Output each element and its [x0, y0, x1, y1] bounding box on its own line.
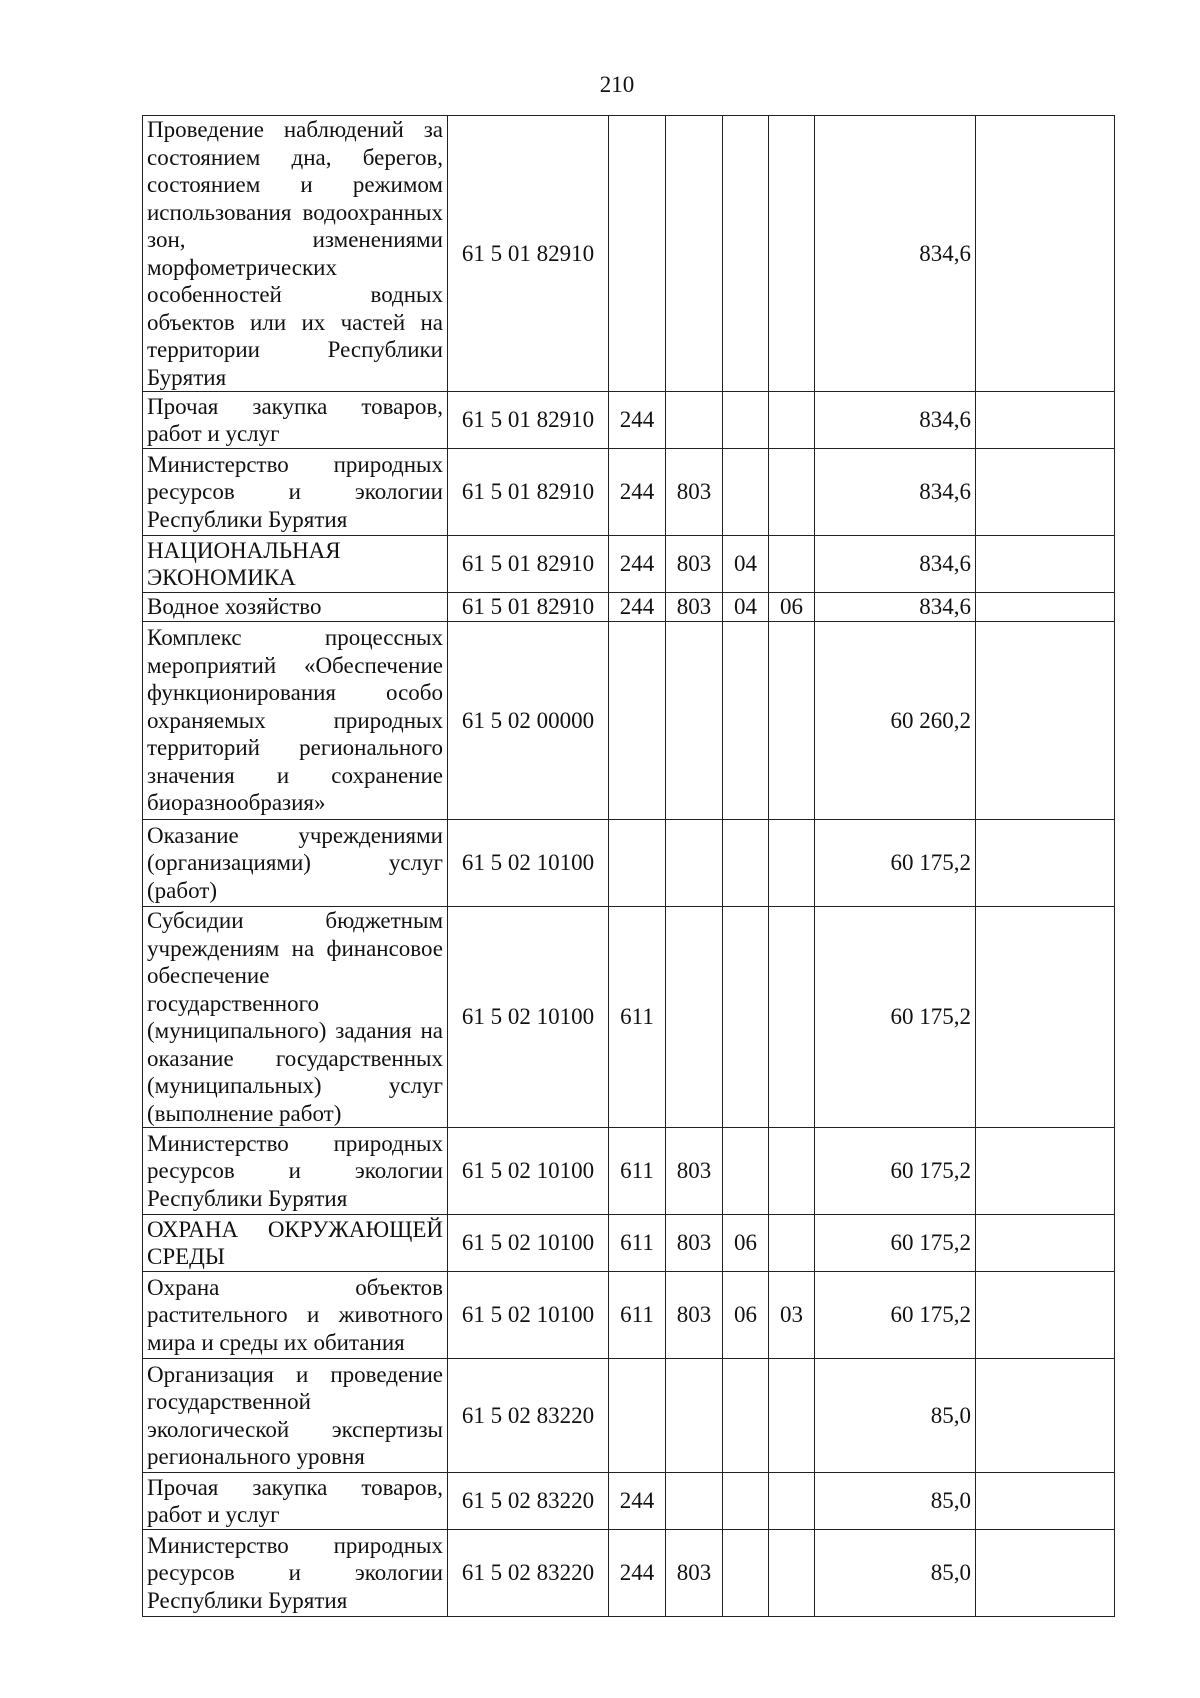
row-administrator-code: 803 [666, 593, 723, 622]
row-name: Водное хозяйство [143, 593, 448, 622]
row-name: Министерство природных ресурсов и экологии Республики Бурятия [143, 1128, 448, 1215]
row-subsection-code: 06 [769, 593, 815, 622]
row-section-code [723, 820, 769, 907]
row-expense-type-code: 244 [609, 536, 666, 593]
row-section-code [723, 622, 769, 820]
row-expense-type-code [609, 820, 666, 907]
row-extra-cell [976, 392, 1115, 449]
row-section-code: 06 [723, 1272, 769, 1359]
row-extra-cell [976, 907, 1115, 1128]
row-section-code [723, 907, 769, 1128]
table-row [143, 622, 1115, 820]
row-target-article-code: 61 5 02 10100 [448, 820, 609, 907]
row-subsection-code [769, 1215, 815, 1272]
row-amount: 834,6 [815, 593, 976, 622]
row-section-code [723, 116, 769, 392]
row-administrator-code [666, 1473, 723, 1530]
row-name: Организация и проведение государственной экологической экспертизы регионального уровня [143, 1359, 448, 1473]
row-amount: 60 175,2 [815, 1215, 976, 1272]
page-number: 210 [599, 72, 635, 97]
row-target-article-code: 61 5 02 10100 [448, 1272, 609, 1359]
row-amount: 60 175,2 [815, 907, 976, 1128]
row-name: Прочая закупка товаров, работ и услуг [143, 1473, 448, 1530]
row-target-article-code: 61 5 01 82910 [448, 536, 609, 593]
row-target-article-code: 61 5 02 10100 [448, 907, 609, 1128]
row-administrator-code: 803 [666, 1272, 723, 1359]
row-name: Субсидии бюджетным учреждениям на финансовое обеспечение государственного (муниципального) задания на оказание государственных (муниципальных) услуг (выполнение работ) [143, 907, 448, 1128]
row-subsection-code [769, 449, 815, 536]
row-subsection-code [769, 392, 815, 449]
row-amount: 85,0 [815, 1359, 976, 1473]
row-administrator-code: 803 [666, 449, 723, 536]
row-expense-type-code: 244 [609, 593, 666, 622]
table-row [143, 907, 1115, 1128]
row-extra-cell [976, 1530, 1115, 1617]
row-target-article-code: 61 5 02 10100 [448, 1215, 609, 1272]
table-row [143, 536, 1115, 593]
row-target-article-code: 61 5 01 82910 [448, 449, 609, 536]
row-amount: 834,6 [815, 392, 976, 449]
row-administrator-code: 803 [666, 536, 723, 593]
row-amount: 60 260,2 [815, 622, 976, 820]
row-target-article-code: 61 5 02 00000 [448, 622, 609, 820]
row-section-code: 04 [723, 536, 769, 593]
row-name: Проведение наблюдений за состоянием дна, берегов, состоянием и режимом использования водоохранных зон, изменениями морфометрических особенностей водных объектов или их частей на территории Республики Бурятия [143, 116, 448, 392]
row-expense-type-code [609, 622, 666, 820]
row-target-article-code: 61 5 02 10100 [448, 1128, 609, 1215]
row-target-article-code: 61 5 02 83220 [448, 1359, 609, 1473]
row-target-article-code: 61 5 01 82910 [448, 116, 609, 392]
row-amount: 60 175,2 [815, 820, 976, 907]
row-section-code: 06 [723, 1215, 769, 1272]
row-amount: 60 175,2 [815, 1272, 976, 1359]
row-name: Прочая закупка товаров, работ и услуг [143, 392, 448, 449]
row-extra-cell [976, 1128, 1115, 1215]
row-administrator-code: 803 [666, 1530, 723, 1617]
table-row [143, 593, 1115, 622]
row-subsection-code [769, 536, 815, 593]
row-target-article-code: 61 5 02 83220 [448, 1530, 609, 1617]
row-name: Министерство природных ресурсов и экологии Республики Бурятия [143, 1530, 448, 1617]
row-expense-type-code: 244 [609, 449, 666, 536]
table-row [143, 1215, 1115, 1272]
row-amount: 834,6 [815, 449, 976, 536]
row-name: Комплекс процессных мероприятий «Обеспечение функционирования особо охраняемых природных территорий регионального значения и сохранение биоразнообразия» [143, 622, 448, 820]
row-administrator-code: 803 [666, 1215, 723, 1272]
row-extra-cell [976, 116, 1115, 392]
row-subsection-code [769, 1128, 815, 1215]
row-expense-type-code: 611 [609, 1215, 666, 1272]
row-subsection-code: 03 [769, 1272, 815, 1359]
row-subsection-code [769, 1359, 815, 1473]
row-extra-cell [976, 1272, 1115, 1359]
row-name: ОХРАНА ОКРУЖАЮЩЕЙ СРЕДЫ [143, 1215, 448, 1272]
row-amount: 85,0 [815, 1530, 976, 1617]
row-extra-cell [976, 820, 1115, 907]
row-subsection-code [769, 622, 815, 820]
row-name: Оказание учреждениями (организациями) услуг (работ) [143, 820, 448, 907]
row-target-article-code: 61 5 02 83220 [448, 1473, 609, 1530]
row-section-code [723, 1128, 769, 1215]
row-name: НАЦИОНАЛЬНАЯ ЭКОНОМИКА [143, 536, 448, 593]
row-subsection-code [769, 820, 815, 907]
row-name: Охрана объектов растительного и животного мира и среды их обитания [143, 1272, 448, 1359]
table-row [143, 1272, 1115, 1359]
row-subsection-code [769, 907, 815, 1128]
row-extra-cell [976, 1359, 1115, 1473]
row-administrator-code [666, 392, 723, 449]
row-extra-cell [976, 593, 1115, 622]
row-target-article-code: 61 5 01 82910 [448, 392, 609, 449]
row-administrator-code [666, 820, 723, 907]
table-row [143, 392, 1115, 449]
row-section-code: 04 [723, 593, 769, 622]
row-administrator-code [666, 622, 723, 820]
table-row [143, 1359, 1115, 1473]
table-row [143, 449, 1115, 536]
row-amount: 834,6 [815, 116, 976, 392]
row-subsection-code [769, 116, 815, 392]
row-expense-type-code: 611 [609, 907, 666, 1128]
row-section-code [723, 1530, 769, 1617]
row-expense-type-code: 244 [609, 392, 666, 449]
row-amount: 85,0 [815, 1473, 976, 1530]
row-name: Министерство природных ресурсов и экологии Республики Бурятия [143, 449, 448, 536]
row-target-article-code: 61 5 01 82910 [448, 593, 609, 622]
table-body [143, 116, 1115, 1617]
row-administrator-code: 803 [666, 1128, 723, 1215]
table-row [143, 820, 1115, 907]
row-expense-type-code: 611 [609, 1272, 666, 1359]
row-section-code [723, 449, 769, 536]
row-subsection-code [769, 1530, 815, 1617]
row-extra-cell [976, 536, 1115, 593]
row-extra-cell [976, 1473, 1115, 1530]
budget-table [142, 115, 1115, 1617]
row-administrator-code [666, 907, 723, 1128]
row-amount: 60 175,2 [815, 1128, 976, 1215]
row-expense-type-code: 244 [609, 1473, 666, 1530]
row-section-code [723, 1359, 769, 1473]
table-row [143, 116, 1115, 392]
row-extra-cell [976, 622, 1115, 820]
row-extra-cell [976, 449, 1115, 536]
table-row [143, 1530, 1115, 1617]
table-row [143, 1473, 1115, 1530]
row-section-code [723, 392, 769, 449]
row-administrator-code [666, 116, 723, 392]
row-amount: 834,6 [815, 536, 976, 593]
row-expense-type-code: 244 [609, 1530, 666, 1617]
table-row [143, 1128, 1115, 1215]
row-expense-type-code: 611 [609, 1128, 666, 1215]
row-expense-type-code [609, 116, 666, 392]
row-administrator-code [666, 1359, 723, 1473]
row-subsection-code [769, 1473, 815, 1530]
row-extra-cell [976, 1215, 1115, 1272]
row-section-code [723, 1473, 769, 1530]
row-expense-type-code [609, 1359, 666, 1473]
